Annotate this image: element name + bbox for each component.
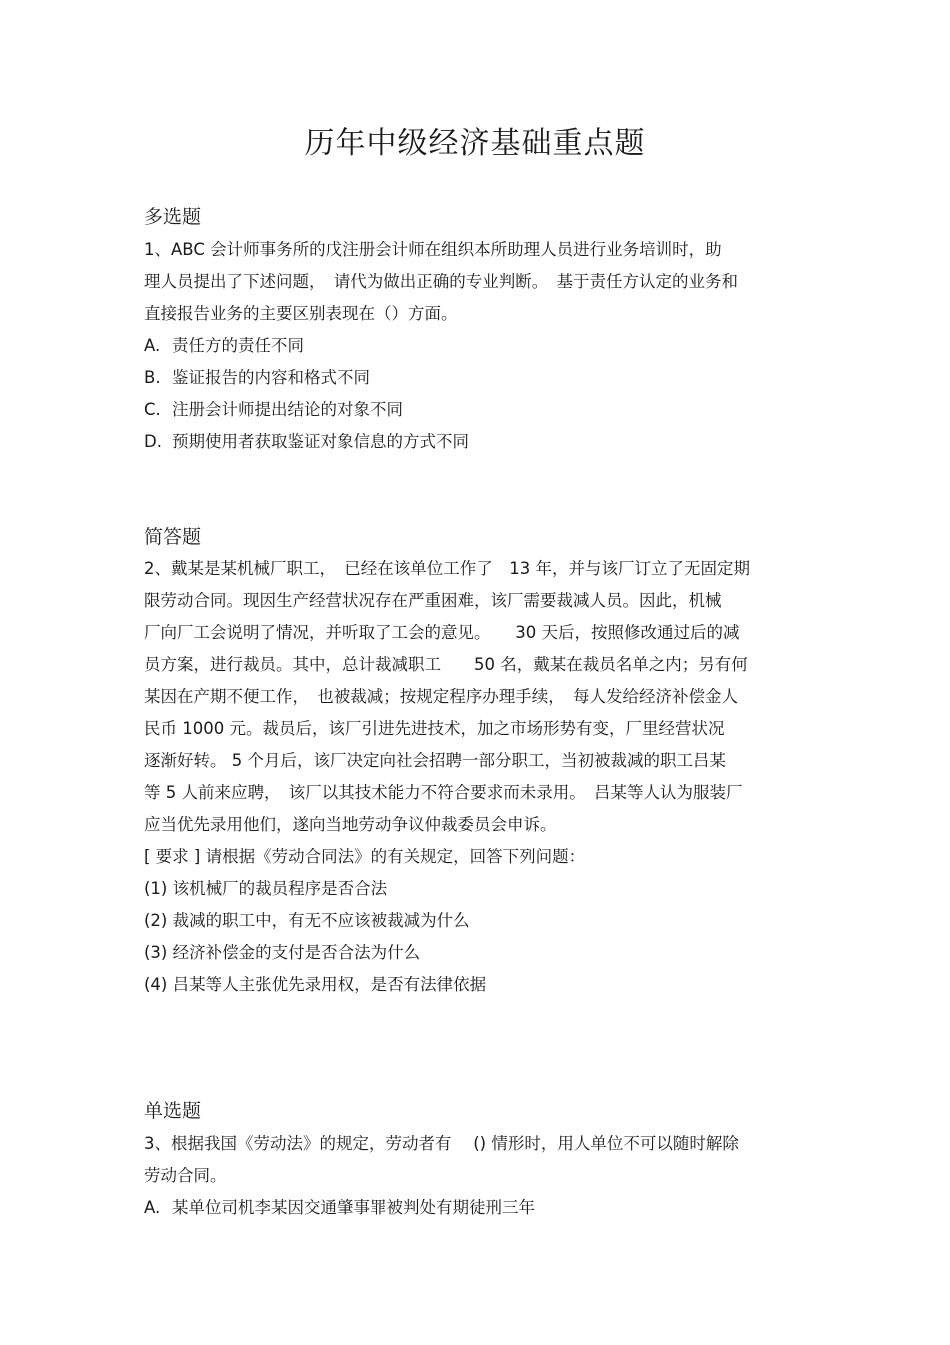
option-b <box>144 362 809 394</box>
page-title: 历年中级经济基础重点题 <box>304 126 646 161</box>
option-a <box>144 1192 809 1224</box>
question-2-line: 员方案，进行裁员。其中，总计裁减职工 50 名，戴某在裁员名单之内；另有何 <box>144 655 748 674</box>
question-1-line: 理人员提出了下述问题， 请代为做出正确的专业判断。 基于责任方认定的业务和 <box>144 272 738 291</box>
option-letter: A. <box>144 336 161 355</box>
question-2-line: 限劳动合同。现因生产经营状况存在严重困难，该厂需要裁减人员。因此，机械 <box>144 591 722 610</box>
question-3-line: 3、根据我国《劳动法》的规定，劳动者有 () 情形时，用人单位不可以随时解除 <box>144 1134 739 1153</box>
question-2-line: 逐渐好转。 5 个月后，该厂决定向社会招聘一部分职工，当初被裁减的职工吕某 <box>144 751 726 770</box>
option-letter: C. <box>144 400 161 419</box>
option-a <box>144 330 809 362</box>
question-2-sub-question: (2) 裁减的职工中，有无不应该被裁减为什么 <box>144 911 470 930</box>
question-1 <box>144 234 809 458</box>
question-2-line: 等 5 人前来应聘， 该厂以其技术能力不符合要求而未录用。 吕某等人认为服装厂 <box>144 783 743 802</box>
option-text: 责任方的责任不同 <box>172 336 304 355</box>
section-heading-multiple-choice: 多选题 <box>144 206 202 228</box>
question-1-line: 1、ABC 会计师事务所的戊注册会计师在组织本所助理人员进行业务培训时，助 <box>144 240 722 259</box>
question-2-line: 应当优先录用他们，遂向当地劳动争议仲裁委员会申诉。 <box>144 815 557 834</box>
question-3-line: 劳动合同。 <box>144 1166 227 1185</box>
question-2-line: 2、戴某是某机械厂职工， 已经在该单位工作了 13 年，并与该厂订立了无固定期 <box>144 559 750 578</box>
option-text: 某单位司机李某因交通肇事罪被判处有期徒刑三年 <box>172 1198 535 1217</box>
question-2-line: 民币 1000 元。裁员后，该厂引进先进技术，加之市场形势有变，厂里经营状况 <box>144 719 725 738</box>
option-letter: B. <box>144 368 161 387</box>
section-heading-short-answer: 简答题 <box>144 526 202 548</box>
section-heading-single-choice: 单选题 <box>144 1100 202 1122</box>
question-3 <box>144 1128 809 1224</box>
option-c <box>144 394 809 426</box>
question-2-line: 厂向厂工会说明了情况，并听取了工会的意见。 30 天后，按照修改通过后的减 <box>144 623 740 642</box>
question-1-line: 直接报告业务的主要区别表现在（）方面。 <box>144 304 458 323</box>
option-text: 鉴证报告的内容和格式不同 <box>172 368 370 387</box>
option-letter: A. <box>144 1198 161 1217</box>
option-letter: D. <box>144 432 162 451</box>
question-2 <box>144 553 809 1001</box>
option-text: 预期使用者获取鉴证对象信息的方式不同 <box>172 432 469 451</box>
question-2-requirement: [ 要求 ] 请根据《劳动合同法》的有关规定，回答下列问题： <box>144 847 586 866</box>
question-2-sub-question: (4) 吕某等人主张优先录用权，是否有法律依据 <box>144 975 487 994</box>
option-text: 注册会计师提出结论的对象不同 <box>172 400 403 419</box>
question-2-sub-question: (1) 该机械厂的裁员程序是否合法 <box>144 879 388 898</box>
question-2-sub-question: (3) 经济补偿金的支付是否合法为什么 <box>144 943 421 962</box>
question-2-line: 某因在产期不便工作， 也被裁减；按规定程序办理手续， 每人发给经济补偿金人 <box>144 687 738 706</box>
option-d <box>144 426 809 458</box>
